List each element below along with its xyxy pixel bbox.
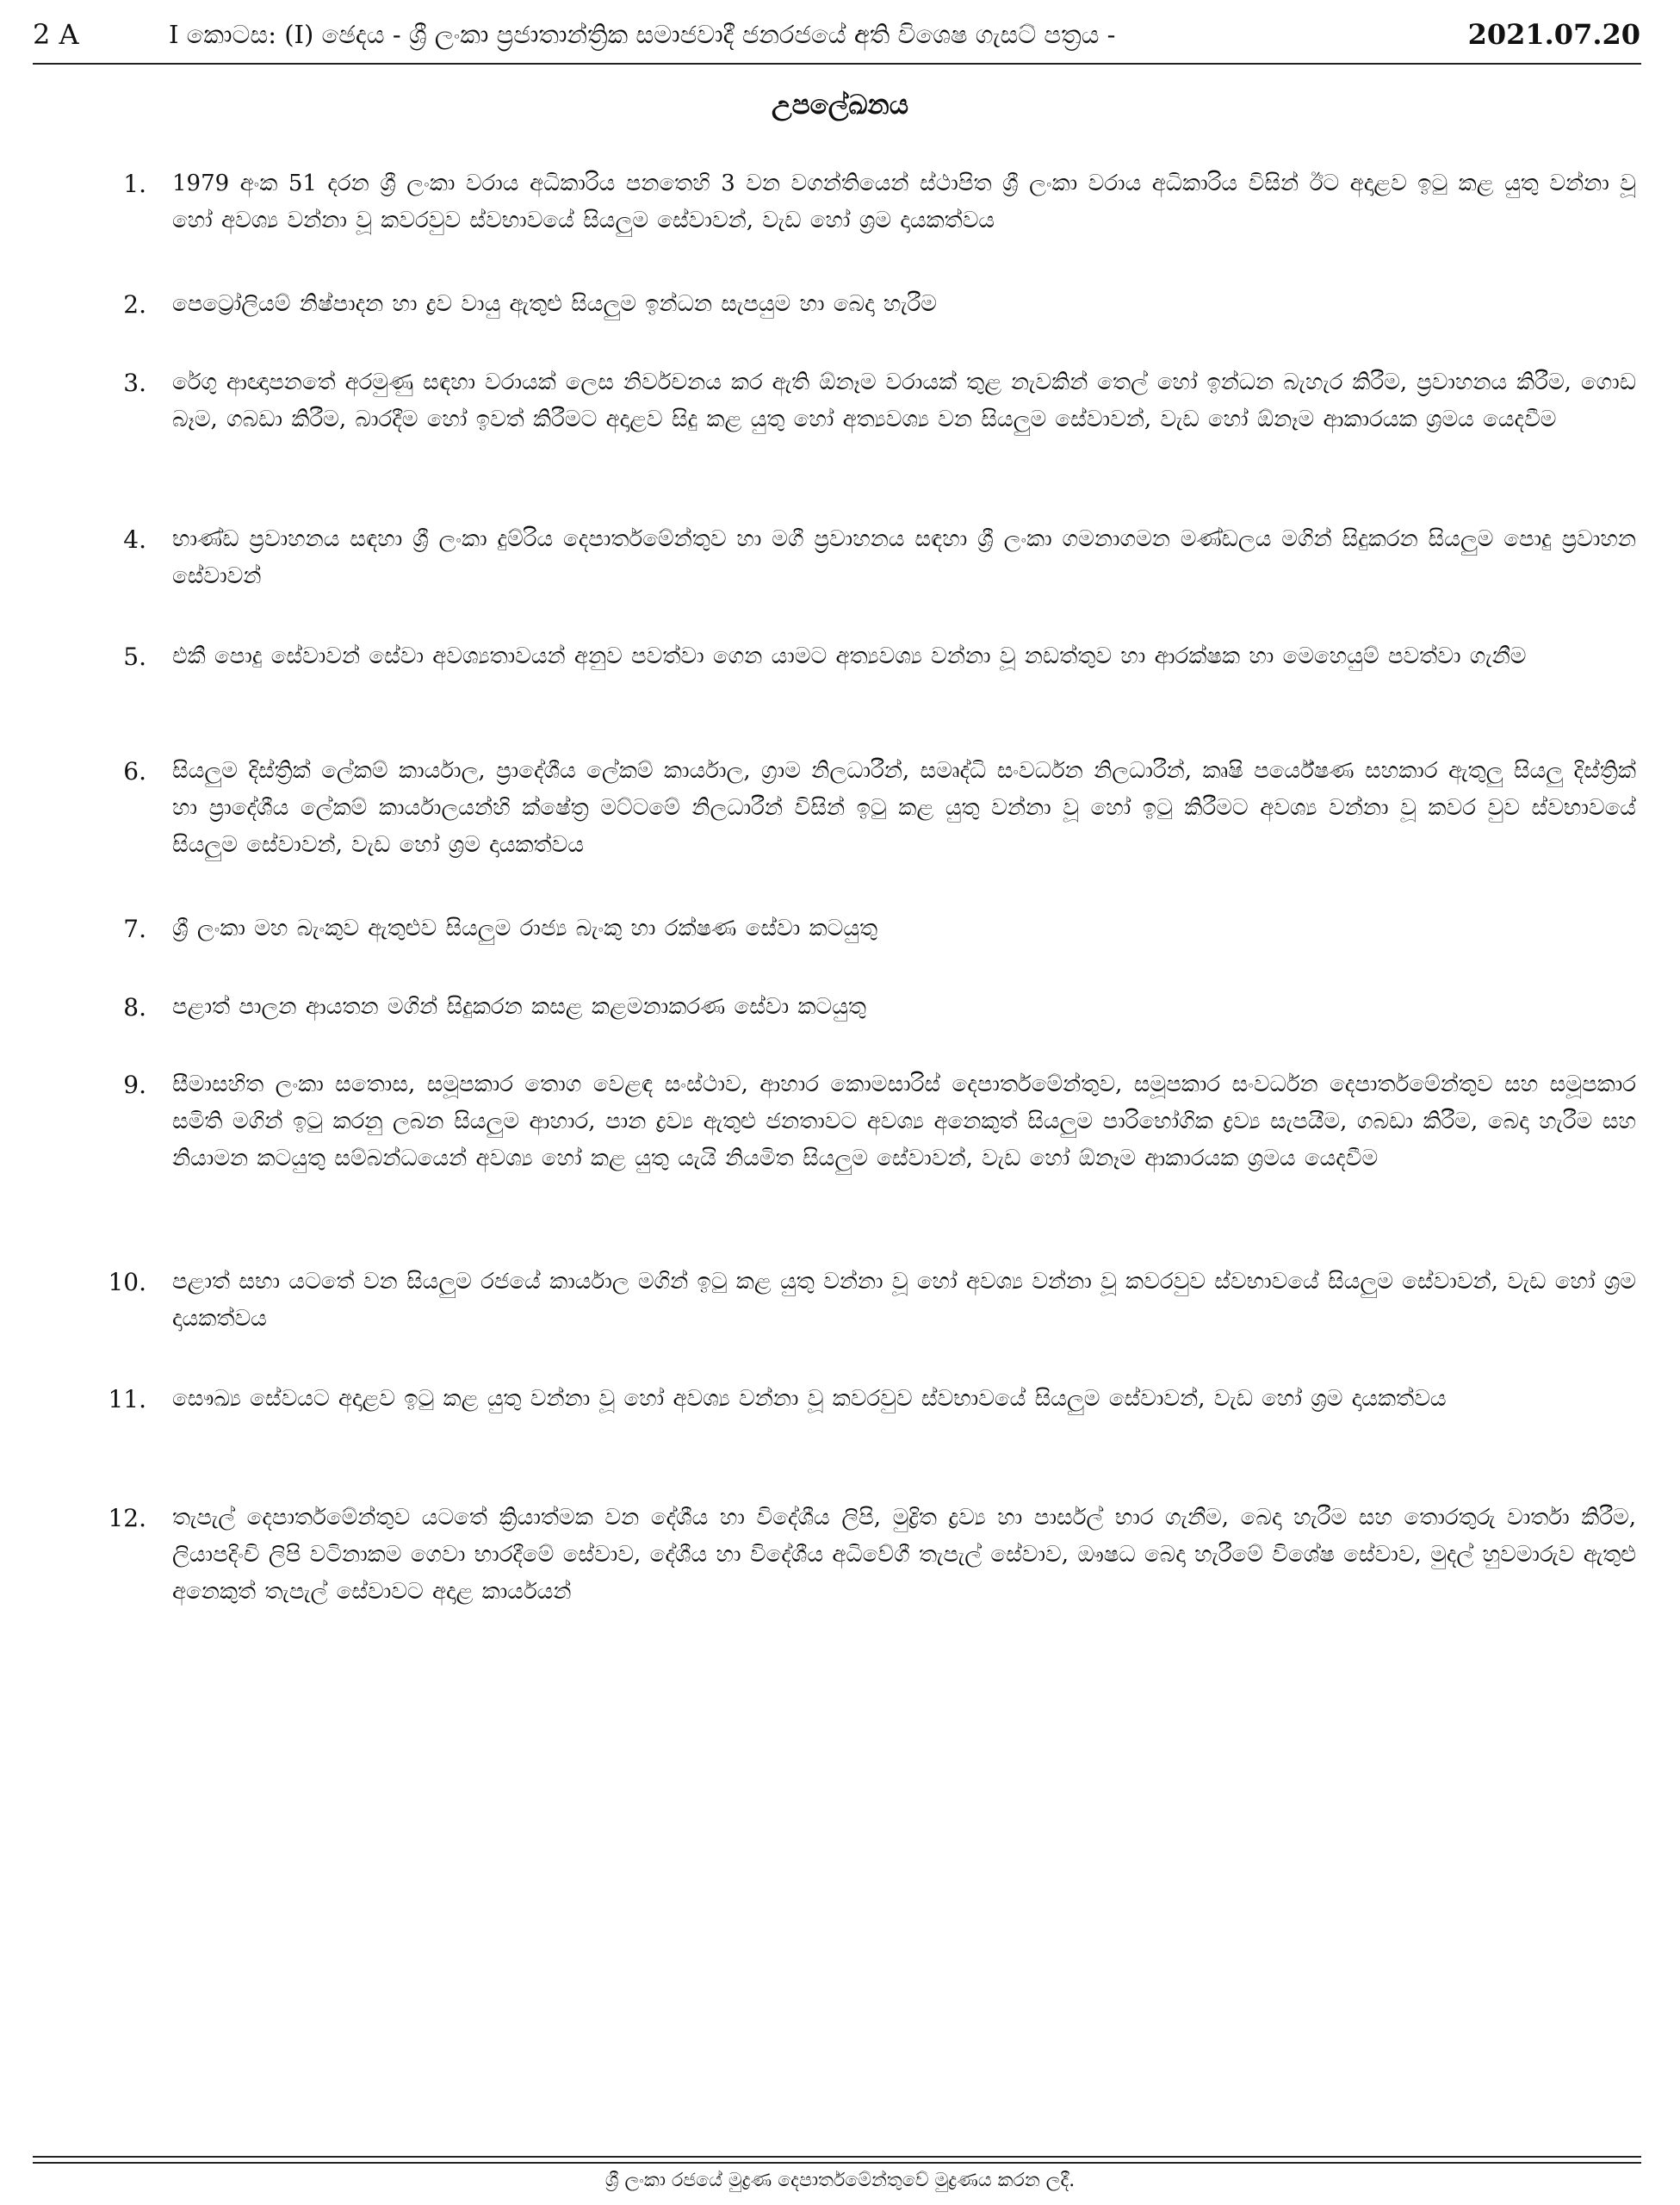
item-number: 6. <box>123 757 146 786</box>
item-text: පළාත් සභා යටතේ වන සියලුම රජයේ කාර්යාල මගින් ඉටු කළ යුතු වන්නා වූ හෝ අවශ්‍ය වන්නා වූ කවරවුව ස්වභාවයේ සියලුම සේවාවන්, වැඩ හෝ ශ්‍රම දායකත්වය <box>172 1269 1636 1332</box>
item-number: 4. <box>123 525 146 554</box>
item-text: පළාත් පාලන ආයතන මගින් සිදුකරන කසළ කළමනාකරණ සේවා කටයුතු <box>172 994 867 1020</box>
item-number: 3. <box>123 369 146 397</box>
item-text: පෙට්‍රෝලියම් නිෂ්පාදන හා ද්‍රව වායු ඇතුළු සියලුම ඉන්ධන සැපයුම හා බෙදා හැරීම <box>172 291 937 317</box>
list-item <box>86 286 1636 323</box>
footer-rule <box>33 2156 1641 2158</box>
item-text: සියලුම දිස්ත්‍රික් ලේකම් කාර්යාල, ප්‍රාදේශීය ලේකම් කාර්යාල, ග්‍රාම නිලධාරීන්, සමෘද්ධි සංවර්ධන නිලධාරීන්, කෘෂි පර්යේෂණ සහකාර ඇතුලු සියලු දිස්ත්‍රික් හා ප්‍රාදේශීය ලේකම් කාර්යාලයන්හි ක්ෂේත්‍ර මට්ටමේ නිලධාරීන් විසින් ඉටු කළ යුතු වන්නා වූ හෝ ඉටු කිරීමට අවශ්‍ය වන්නා වූ කවර වුව ස්වභාවයේ සියලුම සේවාවන්, වැඩ හෝ ශ්‍රම දායකත්වය <box>172 758 1636 858</box>
footer-rule <box>33 2162 1641 2164</box>
list-item <box>86 165 1636 239</box>
item-number: 1. <box>123 170 146 198</box>
list-item <box>86 364 1636 438</box>
item-text: රේගු ආඥාපනතේ අරමුණු සඳහා වරායක් ලෙස නිර්වචනය කර ඇති ඕනෑම වරායක් තුළ නැවකින් තෙල් හෝ ඉන්ධන බැහැර කිරීම, ප්‍රවාහනය කිරීම, ගොඩ බෑම, ගබඩා කිරීම, බාරදීම හෝ ඉවත් කිරීමට අදාළව සිදු කළ යුතු හෝ අත්‍යවශ්‍ය වන සියලුම සේවාවන්, වැඩ හෝ ඕනෑම ආකාරයක ශ්‍රමය යෙදවීම <box>172 370 1636 432</box>
item-number: 5. <box>123 643 146 671</box>
running-title: I කොටස: (I) ඡෙදය - ශ්‍රී ලංකා ප්‍රජාතාන්ත්‍රික සමාජවාදී ජනරජයේ අති විශෙෂ ගැසට් පත්‍රය - <box>169 19 1116 49</box>
item-number: 9. <box>123 1071 146 1099</box>
item-text: සෞඛ්‍ය සේවයට අදාළව ඉටු කළ යුතු වන්නා වූ හෝ අවශ්‍ය වන්නා වූ කවරවුව ස්වභාවයේ සියලුම සේවාවන්, වැඩ හෝ ශ්‍රම දායකත්වය <box>172 1386 1447 1412</box>
list-item <box>86 638 1636 675</box>
item-number: 11. <box>108 1385 146 1413</box>
item-number: 8. <box>123 993 146 1022</box>
item-text: භාණ්ඩ ප්‍රවාහනය සඳහා ශ්‍රී ලංකා දුම්රිය දෙපාර්තමේන්තුව හා මගී ප්‍රවාහනය සඳහා ශ්‍රී ලංකා ගමනාගමන මණ්ඩලය මගින් සිදුකරන සියලුම පොදු ප්‍රවාහන සේවාවන් <box>172 526 1636 589</box>
item-text: එකී පොදු සේවාවන් සේවා අවශ්‍යතාවයන් අනුව පවත්වා ගෙන යාමට අත්‍යවශ්‍ය වන්නා වූ නඩත්තුව හා ආරක්ෂක හා මෙහෙයුම් පවත්වා ගැනීම <box>172 643 1527 669</box>
list-item <box>86 910 1636 947</box>
item-text: තැපැල් දෙපාර්තමේන්තුව යටතේ ක්‍රියාත්මක වන දේශීය හා විදේශීය ලිපි, මුද්‍රිත ද්‍රව්‍ය හා පාර්සල් භාර ගැනීම, බෙදා හැරීම සහ තොරතුරු වාර්තා කිරීම, ලියාපදිංචි ලිපි වටිනාකම ගෙවා භාරදීමේ සේවාව, දේශීය හා විදේශීය අධිවේගී තැපැල් සේවාව, ඖෂධ බෙදා හැරීමේ විශේෂ සේවාව, මුදල් හුවමාරුව ඇතුළු අනෙකුත් තැපැල් සේවාවට අදාළ කාර්යයන් <box>172 1505 1636 1605</box>
list-item <box>86 1500 1636 1611</box>
schedule-title: උපලේඛනය <box>771 90 909 121</box>
item-number: 2. <box>123 290 146 319</box>
list-item <box>86 753 1636 864</box>
item-text: 1979 අංක 51 දරන ශ්‍රී ලංකා වරාය අධිකාරිය පනතෙහි 3 වන වගන්තියෙන් ස්ථාපිත ශ්‍රී ලංකා වරාය අධිකාරිය විසින් ඊට අදාළව ඉටු කළ යුතු වන්නා වූ හෝ අවශ්‍ය වන්නා වූ කවරවුව ස්වභාවයේ සියලුම සේවාවන්, වැඩ හෝ ශ්‍රම දායකත්වය <box>172 171 1636 233</box>
printer-imprint: ශ්‍රී ලංකා රජයේ මුද්‍රණ දෙපාර්තමේන්තුවේ මුද්‍රණය කරන ලදී. <box>604 2170 1076 2191</box>
item-number: 10. <box>108 1268 146 1296</box>
item-number: 12. <box>108 1504 146 1532</box>
list-item <box>86 1066 1636 1177</box>
list-item <box>86 521 1636 595</box>
header-date: 2021.07.20 <box>1467 18 1640 51</box>
list-item <box>86 1264 1636 1338</box>
item-text: සීමාසහිත ලංකා සතොස, සමූපකාර තොග වෙළඳ සංස්ථාව, ආහාර කොමසාරිස් දෙපාර්තමේන්තුව, සමූපකාර සංවර්ධන දෙපාර්තමේන්තුව සහ සමූපකාර සමිති මගින් ඉටු කරනු ලබන සියලුම ආහාර, පාන ද්‍රව්‍ය ඇතුළු ජනතාවට අවශ්‍ය අනෙකුත් සියලුම පාරිභෝගික ද්‍රව්‍ය සැපයීම, ගබඩා කිරීම, බෙදා හැරීම සහ නියාමන කටයුතු සම්බන්ධයෙන් අවශ්‍ය හෝ කළ යුතු යැයි නියමිත සියලුම සේවාවන්, වැඩ හෝ ඕනෑම ආකාරයක ශ්‍රමය යෙදවීම <box>172 1071 1636 1171</box>
item-number: 7. <box>123 915 146 943</box>
page-number: 2 A <box>33 18 79 51</box>
list-item <box>86 989 1636 1026</box>
list-item <box>86 1381 1636 1418</box>
item-text: ශ්‍රී ලංකා මහ බැංකුව ඇතුළුව සියලුම රාජ්‍ය බැංකු හා රක්ෂණ සේවා කටයුතු <box>172 916 878 941</box>
